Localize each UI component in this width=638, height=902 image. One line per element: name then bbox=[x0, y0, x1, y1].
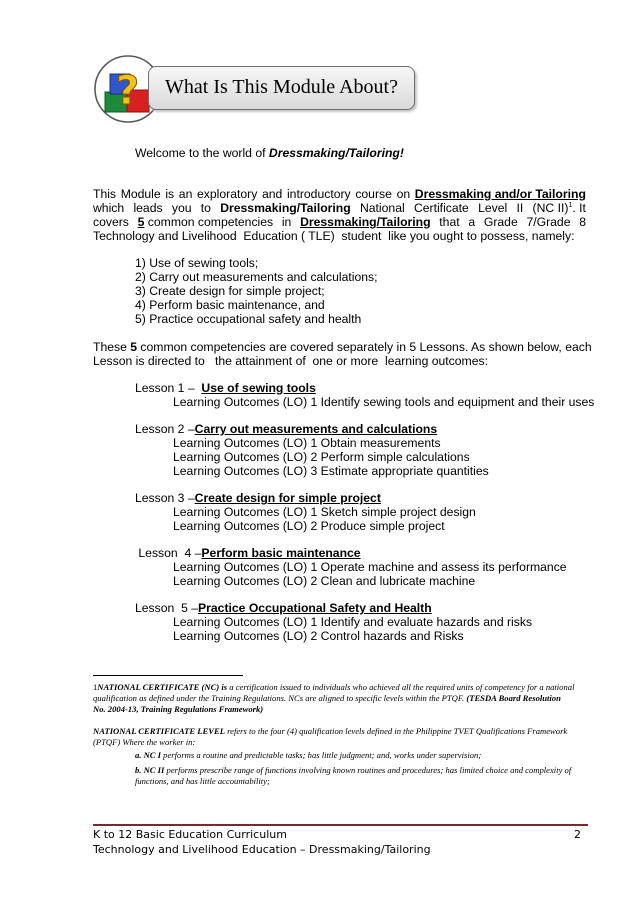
learning-outcome: Learning Outcomes (LO) 2 Control hazards and Risks bbox=[173, 629, 464, 643]
learning-outcome: Learning Outcomes (LO) 2 Clean and lubricate machine bbox=[173, 574, 476, 588]
intro-bold-subject: Dressmaking and/or Tailoring bbox=[414, 187, 586, 201]
footnote-divider bbox=[93, 675, 243, 676]
footer-rule bbox=[93, 824, 588, 826]
competency-item: 4) Perform basic maintenance, and bbox=[135, 298, 325, 312]
footnote-2: NATIONAL CERTIFICATE LEVEL refers to the four (4) qualification levels defined in the Philippine TVET Qualifications Framework (PTQF) Where the worker in: a. NC I performs a routine and predictable tasks; has little judgment; and, works under supervision; b. NC II performs prescribe range of functions involving known routines and procedures; has limited choice and complexity of functions, and has little accountability; bbox=[93, 726, 572, 786]
competency-item: 2) Carry out measurements and calculations; bbox=[135, 270, 378, 284]
svg-text:?: ? bbox=[116, 68, 140, 114]
welcome-emphasis: Dressmaking/Tailoring! bbox=[268, 146, 404, 160]
learning-outcome: Learning Outcomes (LO) 1 Operate machine and assess its performance bbox=[173, 560, 567, 574]
learning-outcome: Learning Outcomes (LO) 1 Sketch simple project design bbox=[173, 505, 476, 519]
footer-subject: Technology and Livelihood Education – Dressmaking/Tailoring bbox=[93, 843, 431, 856]
intro-line-3: covers 5 common competencies in Dressmaking/Tailoring that a Grade 7/Grade 8 bbox=[93, 215, 586, 229]
lesson-3-heading: Lesson 3 –Create design for simple project bbox=[135, 491, 381, 505]
learning-outcome: Learning Outcomes (LO) 3 Estimate appropriate quantities bbox=[173, 464, 489, 478]
learning-outcome: Learning Outcomes (LO) 2 Perform simple calculations bbox=[173, 450, 470, 464]
competency-item: 3) Create design for simple project; bbox=[135, 284, 325, 298]
footer-curriculum: K to 12 Basic Education Curriculum bbox=[93, 828, 287, 841]
welcome-prefix: Welcome to the world of bbox=[135, 146, 269, 160]
page-number: 2 bbox=[574, 828, 581, 841]
intro-line-2: which leads you to Dressmaking/Tailoring National Certificate Level II (NC II)$^1$. It bbox=[93, 201, 586, 215]
footnote-1: 1NATIONAL CERTIFICATE (NC) is a certification issued to individuals who achieved all the required units of competency for a national qualification as defined under the Training Regulations. NCs are aligned to specific levels within the PTQF. (TESDA Board Resolution No. 2004-13, Training Regulations Framework) bbox=[93, 682, 575, 714]
competency-item: 5) Practice occupational safety and health bbox=[135, 312, 362, 326]
lesson-5-heading: Lesson 5 –Practice Occupational Safety and Health bbox=[135, 601, 432, 615]
learning-outcome: Learning Outcomes (LO) 1 Obtain measurements bbox=[173, 436, 441, 450]
intro-line-4: Technology and Livelihood Education ( TLE) student like you ought to possess, namely: bbox=[93, 229, 575, 243]
learning-outcome: Learning Outcomes (LO) 1 Identify and evaluate hazards and risks bbox=[173, 615, 533, 629]
competency-item: 1) Use of sewing tools; bbox=[135, 256, 259, 270]
intro-line-1: This Module is an exploratory and introductory course on Dressmaking and/or Tailoring bbox=[93, 187, 586, 201]
summary-line-1: These 5 common competencies are covered separately in 5 Lessons. As shown below, each bbox=[93, 340, 592, 354]
learning-outcome: Learning Outcomes (LO) 1 Identify sewing tools and equipment and their uses bbox=[173, 395, 595, 409]
header-title-box bbox=[148, 66, 415, 110]
lesson-1-heading: Lesson 1 – Use of sewing tools bbox=[135, 381, 316, 395]
learning-outcome: Learning Outcomes (LO) 2 Produce simple project bbox=[173, 519, 445, 533]
lesson-4-heading: Lesson 4 –Perform basic maintenance bbox=[135, 546, 361, 560]
summary-line-2: Lesson is directed to the attainment of one or more learning outcomes: bbox=[93, 354, 488, 368]
lesson-2-heading: Lesson 2 –Carry out measurements and calculations bbox=[135, 422, 438, 436]
page-title: What Is This Module About? bbox=[165, 76, 398, 98]
welcome-line bbox=[135, 146, 404, 160]
footnote-ref: 1 bbox=[568, 201, 573, 209]
